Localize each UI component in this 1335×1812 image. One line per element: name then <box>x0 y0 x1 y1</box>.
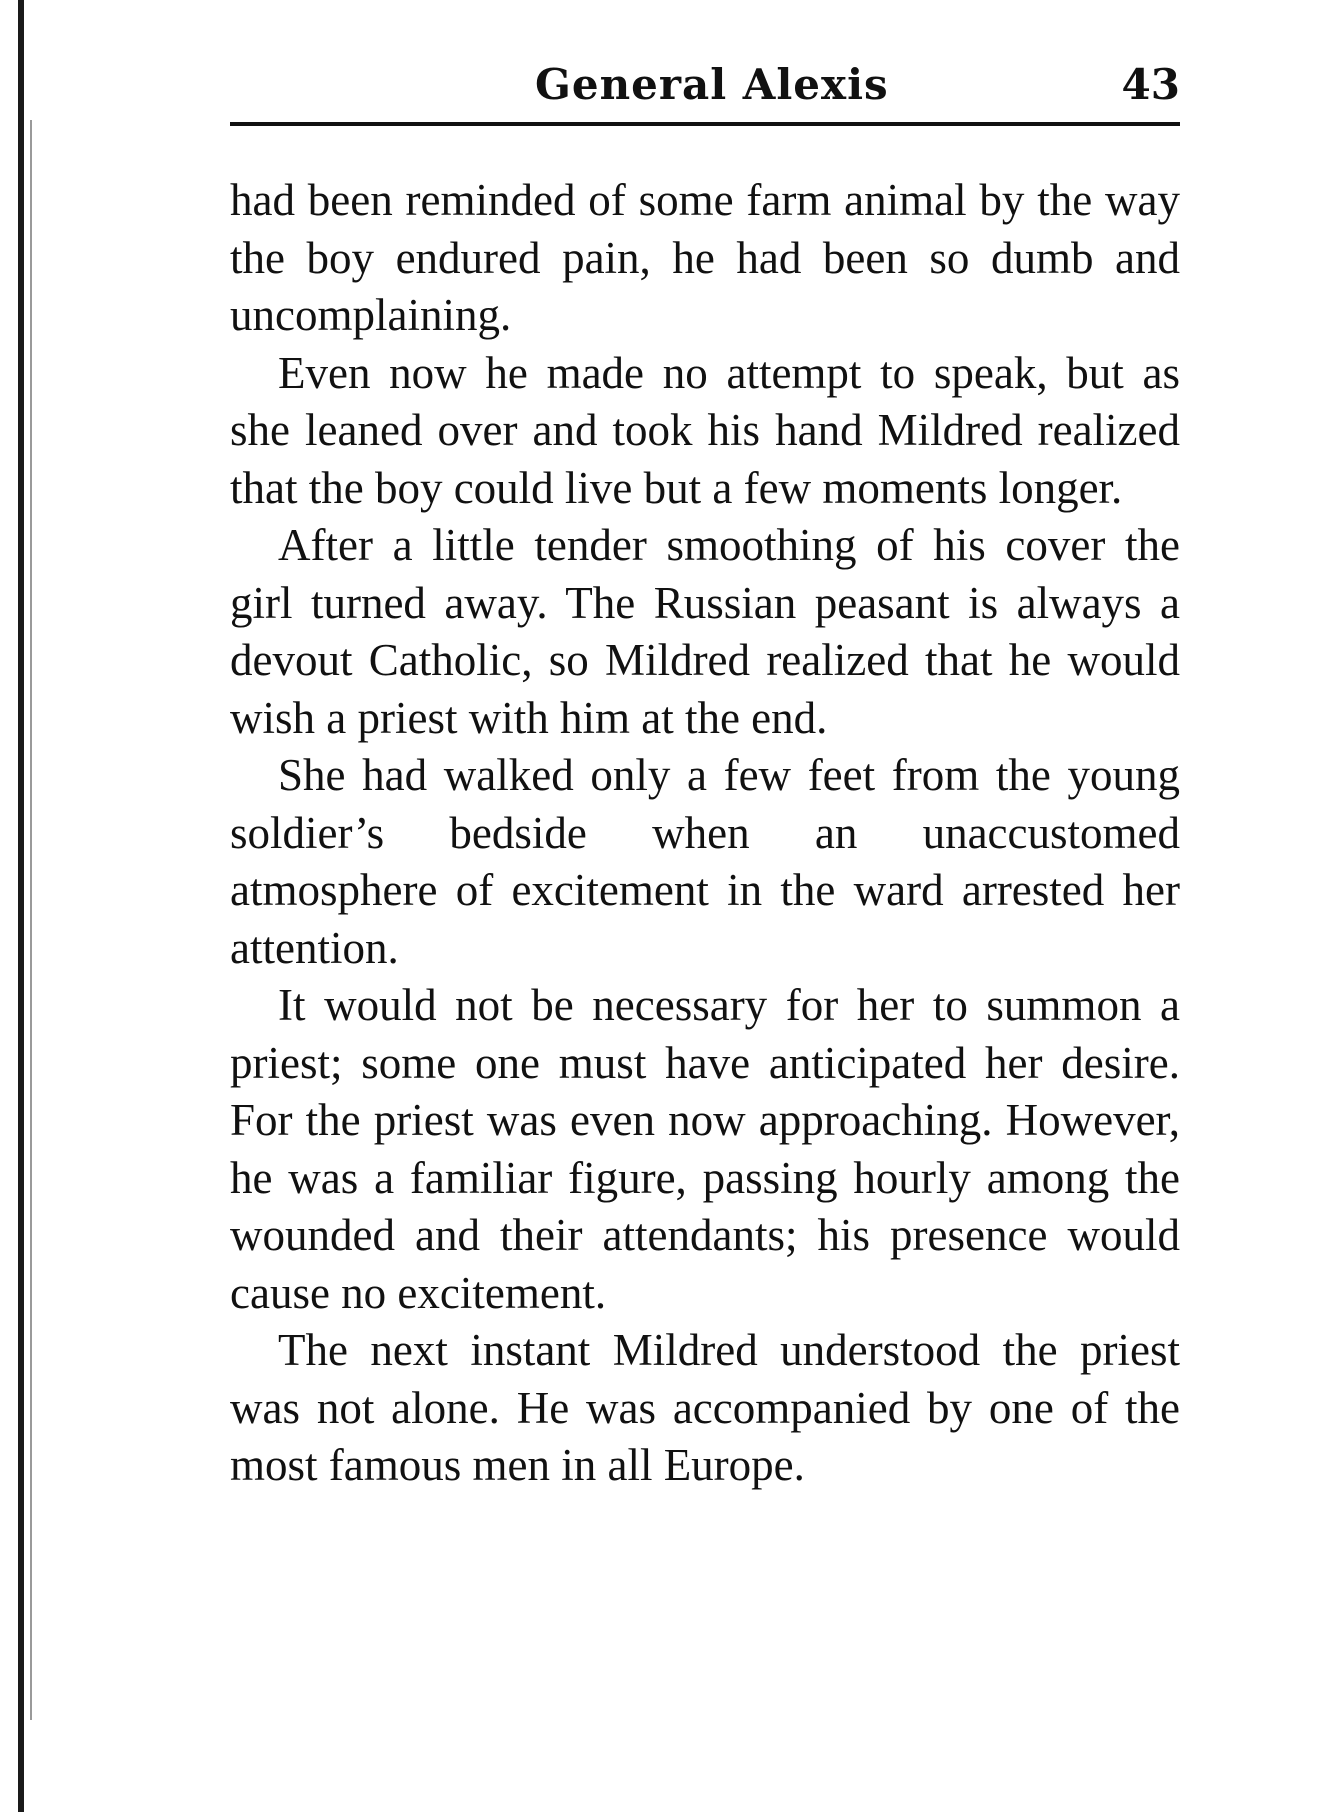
paragraph-3: After a little tender smoothing of his cover the girl turned away. The Russian peasant is always a devout Catholic, so Mildred realized that he would wish a priest with him at the end. <box>230 520 1180 743</box>
page-number: 43 <box>1121 60 1180 109</box>
page-header <box>230 54 1180 124</box>
paragraph-5: It would not be necessary for her to summon a priest; some one must have anticipated her desire. For the priest was even now approaching. However, he was a familiar figure, passing hourly among the wounded and their attendants; his presence would cause no excitement. <box>230 980 1180 1318</box>
binding-edge-line <box>30 120 32 1720</box>
binding-edge-shadow <box>18 0 24 1812</box>
paragraph-2: Even now he made no attempt to speak, but as she leaned over and took his hand Mildred realized that the boy could live but a few moments longer. <box>230 347 1180 513</box>
paragraph-4: She had walked only a few feet from the young soldier’s bedside when an unaccustomed atmosphere of excitement in the ward arrested her attention. <box>230 750 1180 973</box>
body-text <box>230 172 1180 1495</box>
paragraph-1: had been reminded of some farm animal by the way the boy endured pain, he had been so dumb and uncomplaining. <box>230 175 1180 340</box>
paragraph-6: The next instant Mildred understood the priest was not alone. He was accompanied by one of the most famous men in all Europe. <box>230 1325 1180 1490</box>
header-rule <box>230 122 1180 126</box>
running-title: General Alexis <box>535 60 889 109</box>
